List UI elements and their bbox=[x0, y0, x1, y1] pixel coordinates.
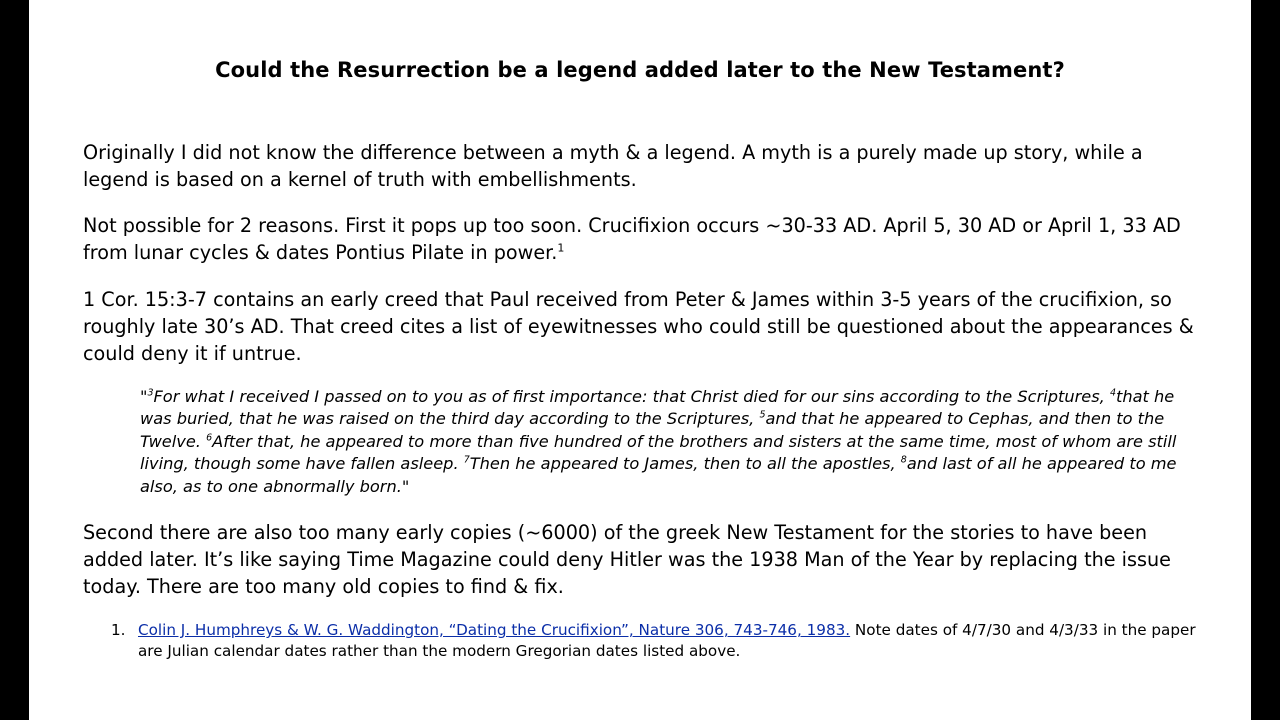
quote-open-mark: " bbox=[140, 387, 148, 406]
paragraph-two-reasons-text: Not possible for 2 reasons. First it pops up too soon. Crucifixion occurs ~30-33 AD. April 5, 30 AD or April 1, 33 AD from lunar cycles & dates Pontius Pilate in power. bbox=[83, 214, 1181, 264]
footnote-note: Note dates of 4/7/30 and 4/3/33 in the paper are Julian calendar dates rather than the modern Gregorian dates listed above. bbox=[138, 621, 1196, 660]
verse-number-4: 4 bbox=[1109, 387, 1116, 399]
footnote-number: 1. bbox=[111, 621, 126, 639]
verse-text-3: For what I received I passed on to you as of first importance: that Christ died for our sins according to the Scriptures, bbox=[153, 387, 1110, 406]
verse-number-6: 6 bbox=[206, 432, 213, 444]
verse-number-7: 7 bbox=[463, 454, 470, 466]
paragraph-early-creed: 1 Cor. 15:3-7 contains an early creed that Paul received from Peter & James within 3-5 years of the crucifixion, so roughly late 30’s AD. That creed cites a list of eyewitnesses who could still be questioned about the appearances & could deny it if untrue. bbox=[83, 288, 1194, 365]
verse-text-7: Then he appeared to James, then to all the apostles, bbox=[469, 454, 901, 474]
paragraph-early-copies: Second there are also too many early copies (~6000) of the greek New Testament for the stories to have been added later. It’s like saying Time Magazine could deny Hitler was the 1938 Man of the Year by replacing the issue today. There are too many old copies to find & fix. bbox=[83, 521, 1171, 598]
scripture-quote bbox=[140, 386, 1205, 498]
slide-title: Could the Resurrection be a legend added later to the New Testament? bbox=[215, 58, 1065, 82]
verse-number-3: 3 bbox=[147, 387, 154, 399]
slide-page bbox=[29, 0, 1251, 720]
paragraph-myth-legend: Originally I did not know the difference between a myth & a legend. A myth is a purely made up story, while a legend is based on a kernel of truth with embellishments. bbox=[83, 141, 1143, 191]
verse-number-5: 5 bbox=[759, 410, 766, 422]
verse-text-4: that he was buried, that he was raised on the third day according to the Scriptures, bbox=[140, 387, 1175, 429]
paragraph-two-reasons bbox=[83, 212, 1203, 266]
verse-text-8: and last of all he appeared to me also, as to one abnormally born." bbox=[140, 454, 1177, 496]
verse-number-8: 8 bbox=[900, 454, 907, 466]
footnote-ref-1: 1 bbox=[557, 241, 565, 255]
verse-text-5: and that he appeared to Cephas, and then to the Twelve. bbox=[140, 409, 1165, 451]
verse-text-6: After that, he appeared to more than five hundred of the brothers and sisters at the same time, most of whom are still living, though some have fallen asleep. bbox=[140, 431, 1177, 474]
footnote-item bbox=[138, 620, 1208, 662]
footnote-citation-link[interactable]: Colin J. Humphreys & W. G. Waddington, “Dating the Crucifixion”, Nature 306, 743-746, 1983. bbox=[138, 621, 851, 639]
